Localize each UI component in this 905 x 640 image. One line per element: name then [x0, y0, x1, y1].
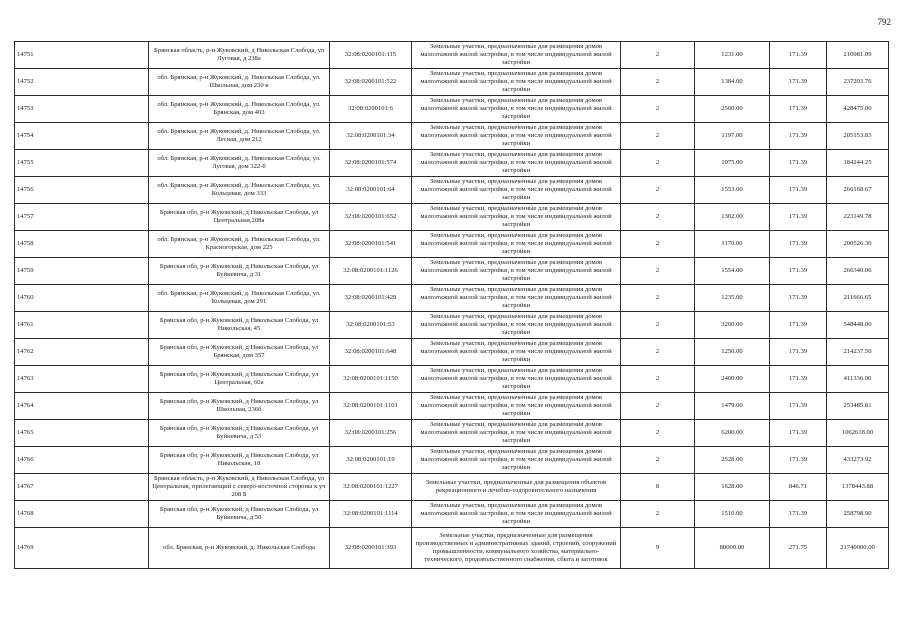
cadastral-number-cell: 32:08:0200101:652 [330, 204, 412, 231]
group-cell: 2 [621, 258, 695, 285]
table-row [15, 150, 889, 177]
land-use-category-cell: Земельные участки, предназначенные для размещения домов малоэтажной жилой застройки, в том числе индивидуальной жилой застройки [412, 96, 621, 123]
cadastral-value-cell: 21740000.00 [827, 528, 889, 569]
record-number-cell: 14768 [15, 501, 149, 528]
specific-value-cell: 171.39 [770, 420, 827, 447]
address-cell: Брянская обл, р-н Жуковский, д Никольская Слобода, ул Центральная,208а [149, 204, 330, 231]
table-row [15, 393, 889, 420]
cadastral-number-cell: 32:08:0200101:53 [330, 312, 412, 339]
land-use-category-cell: Земельные участки, предназначенные для размещения домов малоэтажной жилой застройки, в том числе индивидуальной жилой застройки [412, 150, 621, 177]
group-cell: 2 [621, 231, 695, 258]
cadastral-value-cell: 258798.90 [827, 501, 889, 528]
record-number-cell: 14764 [15, 393, 149, 420]
specific-value-cell: 171.39 [770, 123, 827, 150]
group-cell: 2 [621, 312, 695, 339]
record-number-cell: 14753 [15, 96, 149, 123]
record-number-cell: 14761 [15, 312, 149, 339]
address-cell: Брянская обл, р-н Жуковский, д Никольская Слобода, ул Центральная, 60а [149, 366, 330, 393]
address-cell: Брянская обл, р-н Жуковский, д Никольская Слобода, ул Никольская, 45 [149, 312, 330, 339]
specific-value-cell: 171.39 [770, 312, 827, 339]
group-cell: 2 [621, 447, 695, 474]
table-row [15, 123, 889, 150]
land-use-category-cell: Земельные участки, предназначенные для размещения домов малоэтажной жилой застройки, в том числе индивидуальной жилой застройки [412, 339, 621, 366]
land-use-category-cell: Земельные участки, предназначенные для размещения домов малоэтажной жилой застройки, в том числе индивидуальной жилой застройки [412, 204, 621, 231]
record-number-cell: 14754 [15, 123, 149, 150]
land-use-category-cell: Земельные участки, предназначенные для размещения домов малоэтажной жилой застройки, в том числе индивидуальной жилой застройки [412, 312, 621, 339]
specific-value-cell: 171.39 [770, 366, 827, 393]
record-number-cell: 14766 [15, 447, 149, 474]
area-cell: 1479.00 [695, 393, 770, 420]
group-cell: 2 [621, 501, 695, 528]
land-use-category-cell: Земельные участки, предназначенные для размещения домов малоэтажной жилой застройки, в том числе индивидуальной жилой застройки [412, 123, 621, 150]
cadastral-number-cell: 32:08:0200101:6 [330, 96, 412, 123]
specific-value-cell: 171.39 [770, 447, 827, 474]
group-cell: 2 [621, 420, 695, 447]
record-number-cell: 14760 [15, 285, 149, 312]
cadastral-value-cell: 1378443.88 [827, 474, 889, 501]
record-number-cell: 14752 [15, 69, 149, 96]
cadastral-number-cell: 32:08:0200101:1150 [330, 366, 412, 393]
group-cell: 2 [621, 42, 695, 69]
address-cell: обл. Брянская, р-н Жуковский, д. Никольская Слобода [149, 528, 330, 569]
table-row [15, 231, 889, 258]
cadastral-value-cell: 214237.50 [827, 339, 889, 366]
area-cell: 80000.00 [695, 528, 770, 569]
table-row [15, 258, 889, 285]
land-use-category-cell: Земельные участки, предназначенные для размещения домов малоэтажной жилой застройки, в том числе индивидуальной жилой застройки [412, 420, 621, 447]
specific-value-cell: 171.39 [770, 69, 827, 96]
address-cell: обл. Брянская, р-н Жуковский, д. Никольская Слобода, ул. Брянская, дом 403 [149, 96, 330, 123]
cadastral-number-cell: 32:08:0200101:34 [330, 123, 412, 150]
land-use-category-cell: Земельные участки, предназначенные для размещения домов малоэтажной жилой застройки, в том числе индивидуальной жилой застройки [412, 69, 621, 96]
cadastral-number-cell: 32:08:0200101:1227 [330, 474, 412, 501]
cadastral-number-cell: 32:08:0200101:648 [330, 339, 412, 366]
land-registry-table [14, 41, 889, 569]
specific-value-cell: 271.75 [770, 528, 827, 569]
table-row [15, 528, 889, 569]
land-use-category-cell: Земельные участки, предназначенные для размещения домов малоэтажной жилой застройки, в том числе индивидуальной жилой застройки [412, 258, 621, 285]
area-cell: 1302.00 [695, 204, 770, 231]
specific-value-cell: 171.39 [770, 501, 827, 528]
table-row [15, 285, 889, 312]
table-row [15, 474, 889, 501]
address-cell: Брянская обл, р-н Жуковский, д Никольская Слобода, ул Никольская, 18 [149, 447, 330, 474]
record-number-cell: 14762 [15, 339, 149, 366]
table-row [15, 366, 889, 393]
cadastral-value-cell: 433273.92 [827, 447, 889, 474]
area-cell: 1235.00 [695, 285, 770, 312]
group-cell: 2 [621, 366, 695, 393]
specific-value-cell: 171.39 [770, 42, 827, 69]
cadastral-value-cell: 205153.83 [827, 123, 889, 150]
specific-value-cell: 846.71 [770, 474, 827, 501]
table-row [15, 42, 889, 69]
specific-value-cell: 171.39 [770, 285, 827, 312]
group-cell: 2 [621, 285, 695, 312]
cadastral-value-cell: 1062618.00 [827, 420, 889, 447]
address-cell: обл. Брянская, р-н Жуковский, д. Никольская Слобода, ул. Кольцевая, дом 333 [149, 177, 330, 204]
cadastral-value-cell: 428475.00 [827, 96, 889, 123]
specific-value-cell: 171.39 [770, 177, 827, 204]
record-number-cell: 14765 [15, 420, 149, 447]
group-cell: 2 [621, 150, 695, 177]
record-number-cell: 14767 [15, 474, 149, 501]
land-use-category-cell: Земельные участки, предназначенные для размещения домов малоэтажной жилой застройки, в том числе индивидуальной жилой застройки [412, 393, 621, 420]
specific-value-cell: 171.39 [770, 150, 827, 177]
area-cell: 1231.00 [695, 42, 770, 69]
cadastral-number-cell: 32:08:0200101:64 [330, 177, 412, 204]
specific-value-cell: 171.39 [770, 393, 827, 420]
cadastral-number-cell: 32:08:0200101:522 [330, 69, 412, 96]
table-row [15, 501, 889, 528]
land-use-category-cell: Земельные участки, предназначенные для размещения домов малоэтажной жилой застройки, в том числе индивидуальной жилой застройки [412, 42, 621, 69]
area-cell: 1197.00 [695, 123, 770, 150]
address-cell: обл. Брянская, р-н Жуковский, д. Никольская Слобода, ул. Красногорская, дом 225 [149, 231, 330, 258]
cadastral-value-cell: 200526.30 [827, 231, 889, 258]
cadastral-value-cell: 548448.00 [827, 312, 889, 339]
group-cell: 2 [621, 204, 695, 231]
area-cell: 2500.00 [695, 96, 770, 123]
area-cell: 2528.00 [695, 447, 770, 474]
land-use-category-cell: Земельные участки, предназначенные для размещения домов малоэтажной жилой застройки, в том числе индивидуальной жилой застройки [412, 231, 621, 258]
cadastral-number-cell: 32:08:0200101:428 [330, 285, 412, 312]
cadastral-number-cell: 32:08:0200101:256 [330, 420, 412, 447]
address-cell: обл. Брянская, р-н Жуковский, д. Никольская Слобода, ул. Луговая, дом 322-б [149, 150, 330, 177]
area-cell: 6200.00 [695, 420, 770, 447]
group-cell: 2 [621, 393, 695, 420]
address-cell: Брянская обл, р-н Жуковский, д Никольская Слобода, ул Школьная, 236б [149, 393, 330, 420]
area-cell: 1250.00 [695, 339, 770, 366]
specific-value-cell: 171.39 [770, 339, 827, 366]
record-number-cell: 14757 [15, 204, 149, 231]
area-cell: 1628.00 [695, 474, 770, 501]
record-number-cell: 14769 [15, 528, 149, 569]
cadastral-number-cell: 32:08:0200101:1126 [330, 258, 412, 285]
address-cell: Брянская область, р-н Жуковский, д Никольская Слобода, ул Центральная, прилегающий с северо-восточной стороны к уч 208 Б [149, 474, 330, 501]
cadastral-number-cell: 32:08:0200101:574 [330, 150, 412, 177]
land-use-category-cell: Земельные участки, предназначенные для размещения объектов рекреационного и лечебно-оздоровительного назначения [412, 474, 621, 501]
area-cell: 1384.00 [695, 69, 770, 96]
cadastral-value-cell: 266340.06 [827, 258, 889, 285]
cadastral-value-cell: 411336.00 [827, 366, 889, 393]
address-cell: Брянская область, р-н Жуковский, д Никольская Слобода, ул Луговая, д 238а [149, 42, 330, 69]
area-cell: 2400.00 [695, 366, 770, 393]
land-use-category-cell: Земельные участки, предназначенные для размещения домов малоэтажной жилой застройки, в том числе индивидуальной жилой застройки [412, 177, 621, 204]
address-cell: обл. Брянская, р-н Жуковский, д. Никольская Слобода, ул. Школьная, дом 230 в [149, 69, 330, 96]
cadastral-value-cell: 211666.65 [827, 285, 889, 312]
cadastral-value-cell: 223149.78 [827, 204, 889, 231]
address-cell: обл. Брянская, р-н Жуковский, д. Никольская Слобода, ул. Лесная, дом 212 [149, 123, 330, 150]
area-cell: 1075.00 [695, 150, 770, 177]
specific-value-cell: 171.39 [770, 96, 827, 123]
cadastral-value-cell: 184244.25 [827, 150, 889, 177]
address-cell: Брянская обл, р-н Жуковский, д Никольская Слобода, ул Брянская, дом 357 [149, 339, 330, 366]
group-cell: 9 [621, 528, 695, 569]
address-cell: Брянская обл, р-н Жуковский, д Никольская Слобода, ул Буйневича, д 31 [149, 258, 330, 285]
group-cell: 2 [621, 339, 695, 366]
cadastral-number-cell: 32:08:0200101:393 [330, 528, 412, 569]
specific-value-cell: 171.39 [770, 258, 827, 285]
cadastral-value-cell: 210981.09 [827, 42, 889, 69]
record-number-cell: 14763 [15, 366, 149, 393]
cadastral-value-cell: 253485.81 [827, 393, 889, 420]
cadastral-value-cell: 266168.67 [827, 177, 889, 204]
land-use-category-cell: Земельные участки, предназначенные для размещения домов малоэтажной жилой застройки, в том числе индивидуальной жилой застройки [412, 447, 621, 474]
cadastral-number-cell: 32:08:0200101:541 [330, 231, 412, 258]
land-use-category-cell: Земельные участки, предназначенные для размещения производственных и административных зданий, строений, сооружений промышленности, коммунального хозяйства, материально-технического, продовольственного снабжения, сбыта и заготовок [412, 528, 621, 569]
address-cell: обл. Брянская, р-н Жуковский, д. Никольская Слобода, ул. Кольцевая, дом 291 [149, 285, 330, 312]
address-cell: Брянская обл, р-н Жуковский, д Никольская Слобода, ул Буйневича, д 50 [149, 501, 330, 528]
record-number-cell: 14756 [15, 177, 149, 204]
record-number-cell: 14758 [15, 231, 149, 258]
area-cell: 1554.00 [695, 258, 770, 285]
cadastral-value-cell: 237203.76 [827, 69, 889, 96]
group-cell: 2 [621, 69, 695, 96]
group-cell: 2 [621, 123, 695, 150]
table-row [15, 96, 889, 123]
land-use-category-cell: Земельные участки, предназначенные для размещения домов малоэтажной жилой застройки, в том числе индивидуальной жилой застройки [412, 366, 621, 393]
address-cell: Брянская обл, р-н Жуковский, д Никольская Слобода, ул Буйневича, д 53 [149, 420, 330, 447]
area-cell: 1170.00 [695, 231, 770, 258]
record-number-cell: 14755 [15, 150, 149, 177]
land-use-category-cell: Земельные участки, предназначенные для размещения домов малоэтажной жилой застройки, в том числе индивидуальной жилой застройки [412, 501, 621, 528]
cadastral-number-cell: 32:08:0200101:19 [330, 447, 412, 474]
page-number: 792 [877, 17, 891, 27]
table-body [15, 42, 889, 569]
cadastral-number-cell: 32:08:0200101:115 [330, 42, 412, 69]
cadastral-number-cell: 32:08:0200101:1101 [330, 393, 412, 420]
table-row [15, 69, 889, 96]
area-cell: 3200.00 [695, 312, 770, 339]
table-row [15, 420, 889, 447]
area-cell: 1553.00 [695, 177, 770, 204]
specific-value-cell: 171.39 [770, 231, 827, 258]
table-row [15, 312, 889, 339]
table-row [15, 447, 889, 474]
land-use-category-cell: Земельные участки, предназначенные для размещения домов малоэтажной жилой застройки, в том числе индивидуальной жилой застройки [412, 285, 621, 312]
group-cell: 2 [621, 177, 695, 204]
record-number-cell: 14751 [15, 42, 149, 69]
table-row [15, 177, 889, 204]
record-number-cell: 14759 [15, 258, 149, 285]
group-cell: 2 [621, 96, 695, 123]
area-cell: 1510.00 [695, 501, 770, 528]
cadastral-number-cell: 32:08:0200101:1114 [330, 501, 412, 528]
table-row [15, 204, 889, 231]
specific-value-cell: 171.39 [770, 204, 827, 231]
group-cell: 8 [621, 474, 695, 501]
table-row [15, 339, 889, 366]
